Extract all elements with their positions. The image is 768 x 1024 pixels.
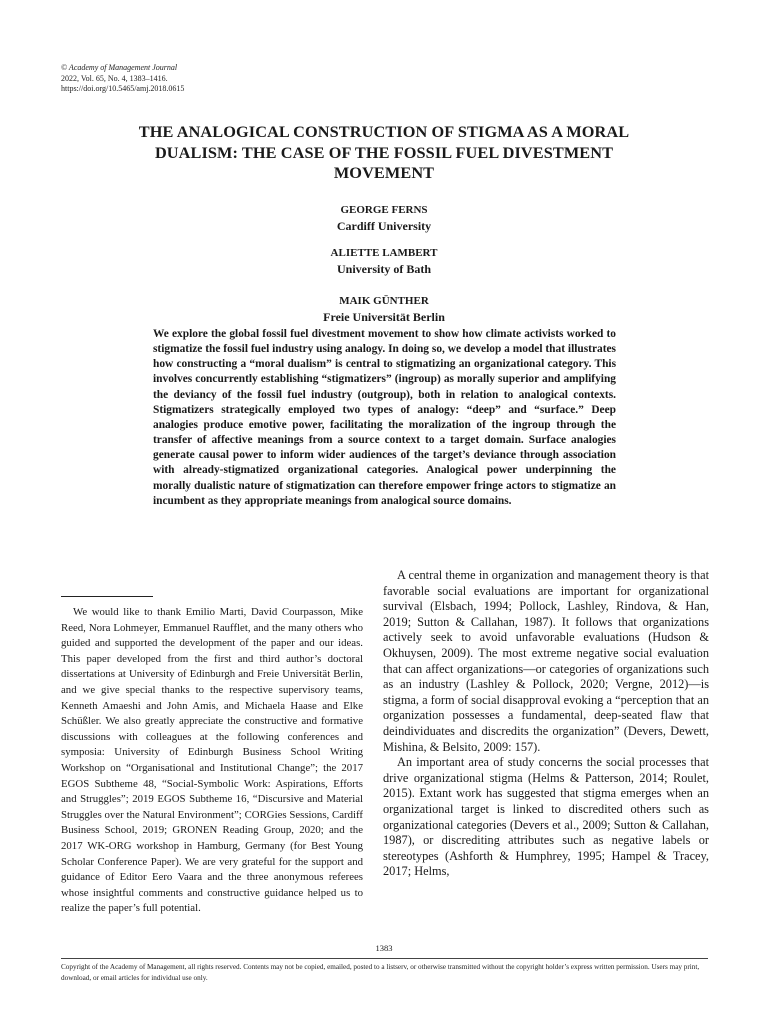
body-paragraph: An important area of study concerns the social processes that drive organizational stigma (Helms & Patterson, 2014; Roulet, 2015). Extant work has suggested that stigma emerges when an organizational target is linked to discredited others such as organizational categories (Devers et al., 2009; Sutton & Callahan, 1987), or discrediting attributes such as negative labels or stereotypes (Ashforth & Humphrey, 1995; Hampel & Tracey, 2017; Helms, (383, 755, 709, 879)
journal-info (61, 63, 184, 95)
author-affiliation: University of Bath (337, 262, 431, 276)
paper-title: THE ANALOGICAL CONSTRUCTION OF STIGMA AS A MORAL DUALISM: THE CASE OF THE FOSSIL FUEL DIVESTMENT MOVEMENT (138, 122, 630, 182)
journal-name: © Academy of Management Journal (61, 63, 178, 72)
author-name: ALIETTE LAMBERT (330, 247, 438, 259)
author-name: MAIK GÜNTHER (339, 295, 429, 307)
author-block (184, 294, 584, 325)
acknowledgements-footnote: We would like to thank Emilio Marti, David Courpasson, Mike Reed, Nora Lohmeyer, Emmanuel Raufflet, and the many others who guided and supported the development of the paper and our ideas. This paper developed from the first and third author’s doctoral dissertations at University of Edinburgh and Freie Universität Berlin, and we give special thanks to the respective supervisory teams, Kenneth Amaeshi and John Amis, and Michaela Haase and Elke Schüßler. We also greatly appreciate the constructive and formative discussions with colleagues at the following conferences and symposia: University of Edinburgh Business School Writing Workshop on “Organisational and Institutional Change”; the 2017 EGOS Subtheme 48, “Social-Symbolic Work: Aspirations, Efforts and Struggles”; 2019 EGOS Subtheme 16, “Discursive and Material Struggles over the Natural Environment”; CORGies Sessions, Cardiff Business School, 2019; GRONEN Reading Group, 2020; and the 2017 WK-ORG workshop in Hamburg, Germany (for Best Young Scholar Conference Paper). We are very grateful for the support and guidance of Editor Eero Vaara and the three anonymous referees whose insightful comments and constructive guidance helped us to realize the paper’s full potential. (61, 606, 363, 915)
author-name: GEORGE FERNS (340, 204, 428, 216)
journal-doi[interactable]: https://doi.org/10.5465/amj.2018.0615 (61, 84, 185, 93)
abstract: We explore the global fossil fuel divestment movement to show how climate activists worked to stigmatize the fossil fuel industry using analogy. In doing so, we develop a model that illustrates how constructing a “moral dualism” is central to stigmatizing an organizational category. This involves concurrently establishing “stigmatizers” (ingroup) as morally superior and amplifying the deviancy of the fossil fuel industry (outgroup), both in relation to analogical contexts. Stigmatizers strategically employed two types of analogy: “deep” and “surface.” Deep analogies produce emotive power, facilitating the moralization of the ingroup through the transfer of affective meanings from a source context to a target domain. Surface analogies generate causal power to inform wider audiences of the target’s deviance through association with already-stigmatized organizational categories. Analogical power underpinning the morally dualistic nature of stigmatization can therefore empower fringe actors to stigmatize an incumbent as they appropriate meanings from analogical source domains. (153, 328, 616, 507)
body-paragraph: A central theme in organization and management theory is that favorable social evaluations are important for organizational survival (Elsbach, 1994; Pollock, Lashley, Rindova, & Han, 2019; Sutton & Callahan, 1987). It follows that organizations actively seek to avoid unfavorable evaluations (Hudson & Okhuysen, 2009). The most extreme negative social evaluation that can affect organizations—or categories of organizations such as an industry (Lashley & Pollock, 2020; Vergne, 2012)—is stigma, a form of social disapproval evoking a “perception that an organization possesses a fundamental, deep-seated flaw that deindividuates and discredits the organization” (Devers, Dewett, Mishina, & Belsito, 2009: 157). (383, 568, 709, 754)
page-number: 1383 (375, 943, 393, 953)
author-block (184, 203, 584, 234)
author-affiliation: Cardiff University (336, 219, 432, 233)
journal-volume: 2022, Vol. 65, No. 4, 1383–1416. (61, 73, 168, 83)
footer-divider (61, 958, 708, 959)
author-affiliation: Freie Universität Berlin (323, 310, 445, 324)
footnote-divider (61, 596, 153, 597)
author-block (184, 246, 584, 277)
body-column (383, 568, 709, 880)
copyright-notice: Copyright of the Academy of Management, all rights reserved. Contents may not be copied, emailed, posted to a listserv, or otherwise transmitted without the copyright holder’s express written permission. Users may print, download, or email articles for individual use only. (61, 963, 700, 982)
